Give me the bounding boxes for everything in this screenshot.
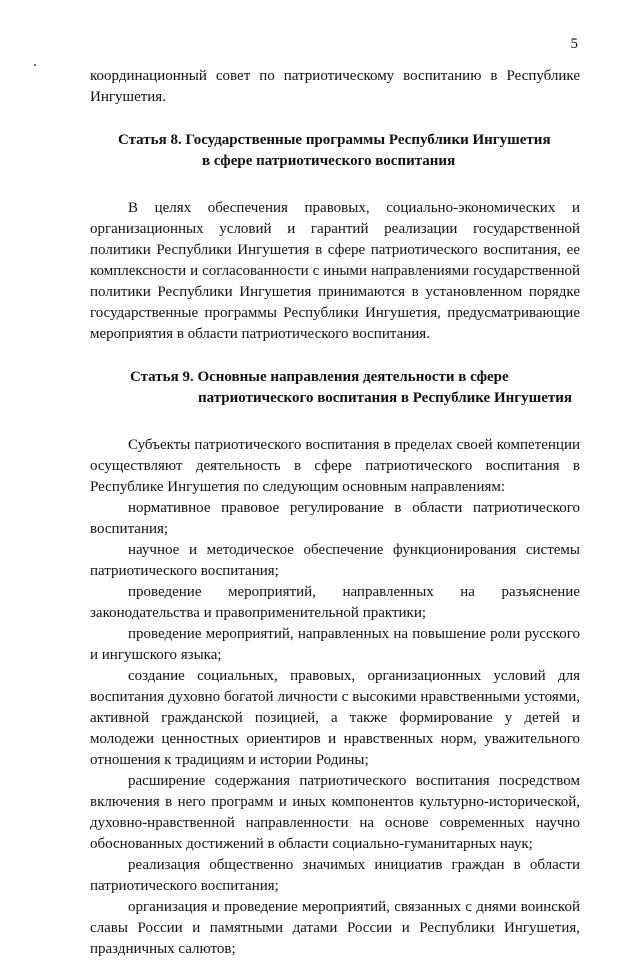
list-item: расширение содержания патриотического воспитания посредством включения в него программ и иных компонентов культурно-исторической, духовно-нравственной направленности на основе современных научно обоснованных достижений в области социально-гуманитарных наук; xyxy=(90,773,580,852)
scan-speck xyxy=(34,64,36,66)
article-9-title-line2: патриотического воспитания в Республике Ингушетия xyxy=(198,390,573,406)
list-item: проведение мероприятий, направленных на разъяснение законодательства и правоприменительной практики; xyxy=(90,584,580,621)
article-9-title xyxy=(90,367,580,409)
list-item: научное и методическое обеспечение функционирования системы патриотического воспитания; xyxy=(90,542,580,579)
intro-paragraph: координационный совет по патриотическому воспитанию в Республике Ингушетия. xyxy=(90,68,580,105)
article-8-title-line1: Статья 8. Государственные программы Республики Ингушетия xyxy=(118,132,551,148)
list-item: создание социальных, правовых, организационных условий для воспитания духовно богатой личности с высокими нравственными устоями, активной гражданской позицией, а также формирование у детей и молодежи ценностных ориентиров и нравственных норм, уважительного отношения к традициям и истории Родины; xyxy=(90,668,580,768)
list-item: проведение мероприятий, направленных на повышение роли русского и ингушского языка; xyxy=(90,626,580,663)
document-body xyxy=(90,66,580,960)
list-item: организация и проведение мероприятий, связанных с днями воинской славы России и памятными датами России и Республики Ингушетия, праздничных салютов; xyxy=(90,899,580,957)
article-9-title-line1: Статья 9. Основные направления деятельности в сфере xyxy=(130,369,509,385)
article-9-lead: Субъекты патриотического воспитания в пределах своей компетенции осуществляют деятельность в сфере патриотического воспитания в Республике Ингушетия по следующим основным направлениям: xyxy=(90,437,580,495)
list-item: нормативное правовое регулирование в области патриотического воспитания; xyxy=(90,500,580,537)
article-8-paragraph: В целях обеспечения правовых, социально-экономических и организационных условий и гарантий реализации государственной политики Республики Ингушетия в сфере патриотического воспитания, ее комплексности и согласованности с иными направлениями государственной политики Республики Ингушетия принимаются в установленном порядке государственные программы Республики Ингушетия, предусматривающие мероприятия в области патриотического воспитания. xyxy=(90,200,580,342)
article-8-title xyxy=(90,130,580,172)
list-item: реализация общественно значимых инициатив граждан в области патриотического воспитания; xyxy=(90,857,580,894)
page-number: 5 xyxy=(570,36,578,52)
article-8-title-line2: в сфере патриотического воспитания xyxy=(202,153,456,169)
